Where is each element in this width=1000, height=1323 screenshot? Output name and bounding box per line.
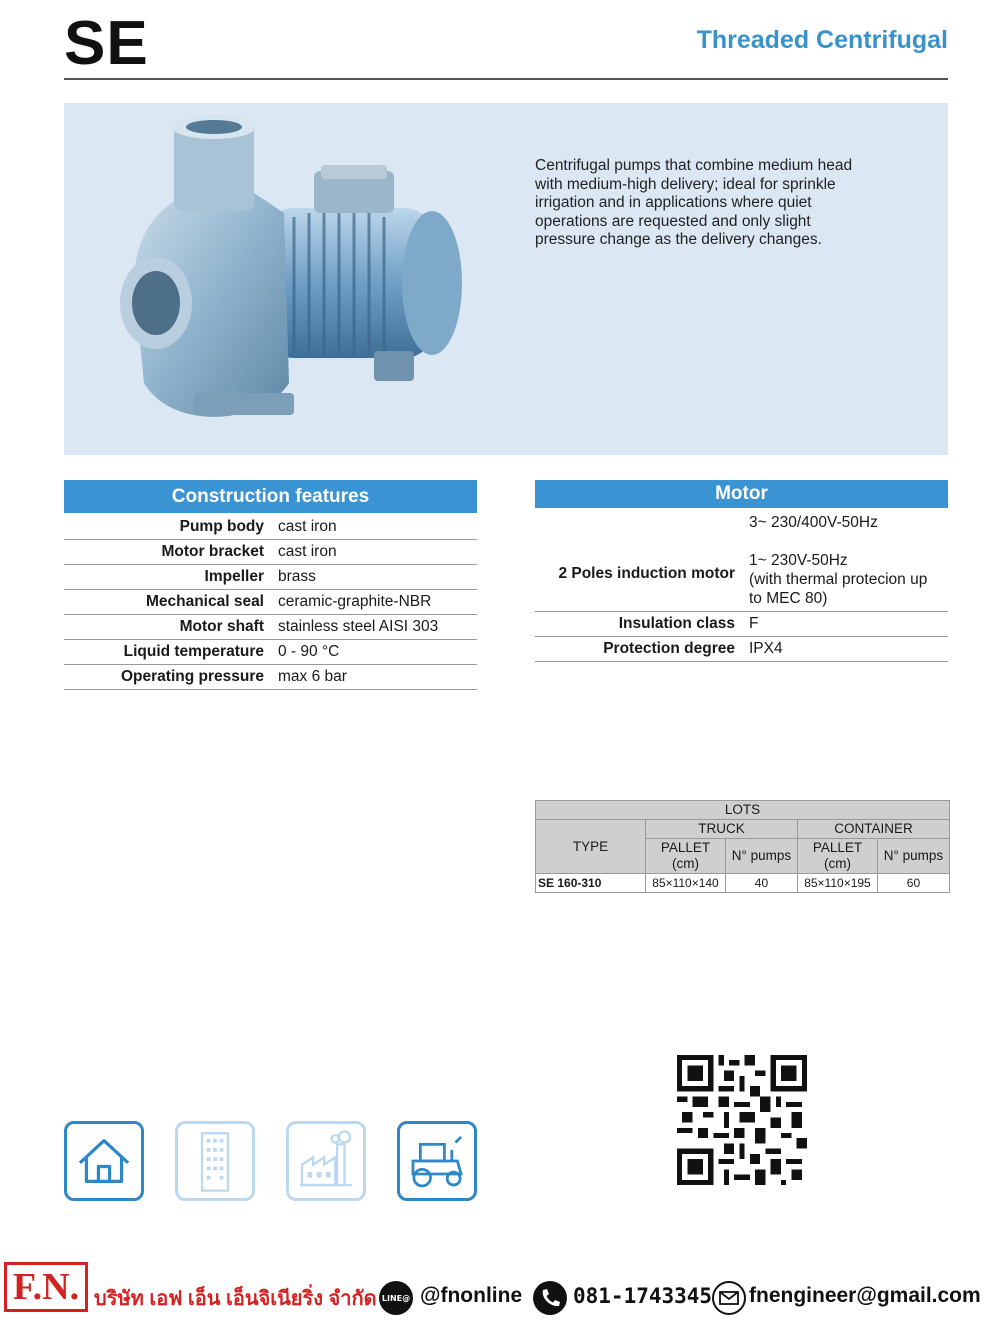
table-row	[64, 590, 477, 615]
pallet-label: PALLET	[812, 840, 863, 855]
spec-label: Motor shaft	[64, 615, 278, 640]
tractor-icon	[397, 1121, 477, 1201]
lot-truck-pumps: 40	[725, 874, 797, 893]
truck-header: TRUCK	[646, 820, 798, 839]
table-row	[64, 515, 477, 540]
spec-value: brass	[278, 565, 477, 590]
table-row	[64, 665, 477, 690]
spec-value: max 6 bar	[278, 665, 477, 690]
qr-code-icon	[677, 1055, 807, 1185]
pallet-unit: (cm)	[671, 856, 699, 871]
construction-title: Construction features	[64, 480, 477, 513]
pallet-label: PALLET	[660, 840, 711, 855]
company-logo: F.N.	[4, 1262, 88, 1312]
product-description: Centrifugal pumps that combine medium head with medium-high delivery; ideal for sprinkle irrigation and in applications where quiet operations are requested and only slight pressure change as the delivery changes.	[535, 157, 853, 248]
spec-value: F	[749, 612, 948, 637]
spec-value: cast iron	[278, 540, 477, 565]
email-icon	[711, 1280, 747, 1316]
table-row	[536, 874, 950, 893]
phone-number[interactable]: 081-1743345	[573, 1284, 713, 1308]
spec-value: IPX4	[749, 637, 948, 662]
lots-header: LOTS	[536, 801, 950, 820]
value-spacer	[749, 532, 948, 551]
type-header: TYPE	[536, 820, 646, 874]
factory-icon	[286, 1121, 366, 1201]
truck-pallet-header	[646, 839, 726, 874]
spec-value: 0 - 90 °C	[278, 640, 477, 665]
spec-label: Motor bracket	[64, 540, 278, 565]
table-row	[535, 637, 948, 662]
motor-title: Motor	[535, 480, 948, 508]
value-line: 1~ 230V-50Hz	[749, 552, 848, 569]
spec-value: cast iron	[278, 515, 477, 540]
line-icon	[378, 1280, 414, 1316]
container-header: CONTAINER	[797, 820, 949, 839]
lot-type: SE 160-310	[536, 874, 646, 893]
company-footer	[0, 1258, 1000, 1323]
construction-table	[64, 515, 477, 690]
table-row	[64, 565, 477, 590]
value-line: to MEC 80)	[749, 590, 828, 607]
table-row	[64, 640, 477, 665]
spec-label: Operating pressure	[64, 665, 278, 690]
spec-label: Insulation class	[535, 612, 749, 637]
pallet-unit: (cm)	[823, 856, 851, 871]
building-icon	[175, 1121, 255, 1201]
truck-pumps-header: N° pumps	[725, 839, 797, 874]
spec-label: Pump body	[64, 515, 278, 540]
spec-value	[749, 510, 948, 612]
motor-table	[535, 510, 948, 662]
lot-container-pumps: 60	[877, 874, 949, 893]
pump-illustration	[114, 113, 474, 443]
spec-label: Protection degree	[535, 637, 749, 662]
product-subtitle: Threaded Centrifugal	[696, 26, 948, 54]
table-row	[535, 510, 948, 612]
spec-label: Liquid temperature	[64, 640, 278, 665]
phone-icon	[532, 1280, 568, 1316]
spec-value: stainless steel AISI 303	[278, 615, 477, 640]
spec-label: Mechanical seal	[64, 590, 278, 615]
spec-value: ceramic-graphite-NBR	[278, 590, 477, 615]
header-divider	[64, 78, 948, 80]
lots-table	[535, 800, 950, 893]
house-icon	[64, 1121, 144, 1201]
table-row	[64, 615, 477, 640]
table-row	[535, 612, 948, 637]
hero-panel	[64, 103, 948, 455]
spec-label: Impeller	[64, 565, 278, 590]
value-line: 3~ 230/400V-50Hz	[749, 514, 878, 531]
company-name: บริษัท เอฟ เอ็น เอ็นจิเนียริ่ง จำกัด	[94, 1288, 377, 1310]
lot-container-pallet: 85×110×195	[797, 874, 877, 893]
lot-truck-pallet: 85×110×140	[646, 874, 726, 893]
line-id[interactable]: @fnonline	[420, 1284, 523, 1307]
table-row	[64, 540, 477, 565]
email-address[interactable]: fnengineer@gmail.com	[749, 1284, 981, 1307]
spec-label: 2 Poles induction motor	[535, 510, 749, 612]
model-name: SE	[64, 9, 149, 78]
line-badge: LINE@	[381, 1294, 411, 1303]
container-pumps-header: N° pumps	[877, 839, 949, 874]
value-line: (with thermal protecion up	[749, 571, 928, 588]
container-pallet-header	[797, 839, 877, 874]
